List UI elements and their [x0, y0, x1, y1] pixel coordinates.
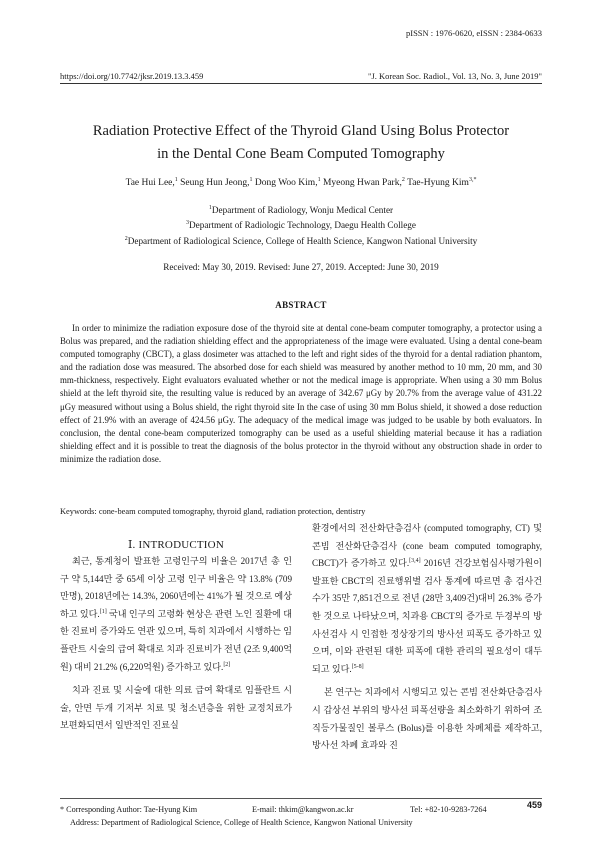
abstract-heading: ABSTRACT — [275, 300, 327, 310]
citation: [1] — [99, 608, 107, 615]
text: 최근, 통계청이 발표한 고령인구의 비율은 2017년 총 인구 약 5,144만 중 65세 이상 고령 인구 비율은 약 13.8% (709만명), 2018년에는 14.3%, 2060년에는 41%가 될 것으로 예상하고 있다. — [60, 556, 292, 619]
journal-citation: "J. Korean Soc. Radiol., Vol. 13, No. 3, June 2019" — [367, 71, 542, 81]
citation: [5-8] — [351, 663, 364, 670]
page-number: 459 — [526, 800, 542, 810]
citation: [3,4] — [409, 558, 421, 565]
paragraph: 본 연구는 치과에서 시행되고 있는 콘빔 전산화단층검사 시 갑상선 부위의 방사선 피폭선량을 최소화하기 위하여 조직등가물질인 볼루스 (Bolus)를 이용한 차폐체를 제작하고, 방사선 차폐 효과와 진 — [312, 687, 542, 751]
citation: [2] — [223, 661, 231, 668]
paper-title — [60, 120, 542, 166]
affiliation — [60, 236, 542, 246]
title-line-2: in the Dental Cone Beam Computed Tomography — [157, 146, 445, 162]
affiliation — [60, 220, 542, 230]
author-affil-mark: 2 — [401, 176, 405, 183]
author-email[interactable]: E-mail: thkim@kangwon.ac.kr — [252, 805, 354, 814]
issn-line: pISSN : 1976-0620, eISSN : 2384-0633 — [405, 28, 542, 38]
author-affil-mark: 1 — [174, 176, 178, 183]
affil-mark: 1 — [208, 204, 212, 211]
author-phone: Tel: +82-10-9283-7264 — [410, 805, 487, 814]
author-name: Tae-Hyung Kim — [407, 178, 469, 188]
affil-text: Department of Radiological Science, College of Health Science, Kangwon National University — [127, 236, 478, 246]
text: 국내 인구의 고령화 현상은 관련 노인 질환에 대한 진료비 증가와도 연관 있으며, 특히 치과에서 시행하는 임플란트 시술의 급여 확대로 치과 진료비가 전년 (2조 9,400억원) 대비 21.2% (6,220억원) 증가하고 있다. — [60, 608, 292, 672]
text: 환경에서의 전산화단층검사 (computed tomography, CT) 및 콘빔 전산화단층검사 (cone beam computed tomography, CBCT)가 증가하고 있다. — [312, 523, 542, 569]
author-name: Seung Hun Jeong, — [180, 178, 250, 188]
keywords: Keywords: cone-beam computed tomography, thyroid gland, radiation protection, dentistry — [60, 507, 366, 516]
section-heading: Ⅰ. INTRODUCTION — [128, 539, 224, 551]
paragraph — [60, 553, 292, 676]
author-name: Myeong Hwan Park, — [322, 178, 402, 188]
right-column — [312, 520, 542, 761]
author-address: Address: Department of Radiological Science, College of Health Science, Kangwon National University — [70, 818, 413, 827]
corresponding-author: * Corresponding Author: Tae-Hyung Kim — [60, 805, 198, 814]
text: 2016년 건강보험심사평가원이 발표한 CBCT의 진료행위별 검사 통계에 따르면 총 검사건수가 35만 7,851건으로 전년 (28만 3,409건)대비 26.3% 증가한 것으로 나타났으며, 치과용 CBCT의 증가로 두경부의 방사선검사 시 인접한 정상장기의 방사선 피폭도 증가하고 있으며, 이와 관련된 대한 피폭에 대한 관리의 필요성이 대두되고 있다. — [312, 558, 542, 674]
abstract-body: In order to minimize the radiation exposure dose of the thyroid site at dental cone-beam computer tomography, a protector using a Bolus was prepared, and the radiation shielding effect and the appropriateness of the image were evaluated. Using a dental cone-beam computed tomography (CBCT), a glass dosimeter was attached to the left and right sides of the thyroid for a dental radiation phantom, and the radiation dose was measured. The absorbed dose for each shield was measured by another method to 10 mm, 20 mm, and 30 mm-thickness, respectively. Eight evaluators evaluated whether or not the medical image is appropriate. When using a 30 mm Bolus shield at the left thyroid site, the resulting value is reduced by an average of 342.67 μGy by 20.7% from the average value of 431.22 μGy measured without using a Bolus shield, the right thyroid site In the case of using 30 mm Bolus shield, it showed a dose reduction effect of 21.9% with an average of 424.56 μGy. The adequacy of the medical image was judged to be usable by both evaluators. In conclusion, the dental cone-beam computerized tomography can be used as a useful shielding material because it has a radiation shielding effect and it is possible to treat the diagnosis of the bolus protector in the thyroid without any obstruction shade in order to minimize the radiation dose. — [60, 323, 542, 464]
author-affil-mark: 1 — [317, 176, 321, 183]
header-rule — [60, 83, 542, 84]
paragraph: 치과 진료 및 시술에 대한 의료 급여 확대로 임플란트 시술, 안면 두개 기저부 치료 및 청소년층을 위한 교정치료가 보편화되면서 일반적인 진료실 — [60, 685, 292, 731]
author-name: Tae Hui Lee, — [125, 178, 175, 188]
affiliation — [60, 205, 542, 215]
affil-mark: 2 — [124, 235, 128, 242]
paragraph — [312, 520, 542, 678]
title-line-1: Radiation Protective Effect of the Thyroid Gland Using Bolus Protector — [92, 123, 510, 139]
submission-dates: Received: May 30, 2019. Revised: June 27, 2019. Accepted: June 30, 2019 — [163, 262, 439, 272]
author-affil-mark: 1 — [249, 176, 253, 183]
affil-text: Department of Radiology, Wonju Medical Center — [211, 205, 394, 215]
author-name: Dong Woo Kim, — [254, 178, 318, 188]
affil-text: Department of Radiologic Technology, Daegu Health College — [189, 220, 416, 230]
left-column — [60, 553, 292, 741]
affil-mark: 3 — [186, 219, 190, 226]
footnote-rule — [60, 798, 542, 799]
doi-link[interactable]: https://doi.org/10.7742/jksr.2019.13.3.459 — [60, 71, 204, 81]
author-affil-mark: 3,* — [468, 176, 477, 183]
author-list — [60, 178, 542, 188]
